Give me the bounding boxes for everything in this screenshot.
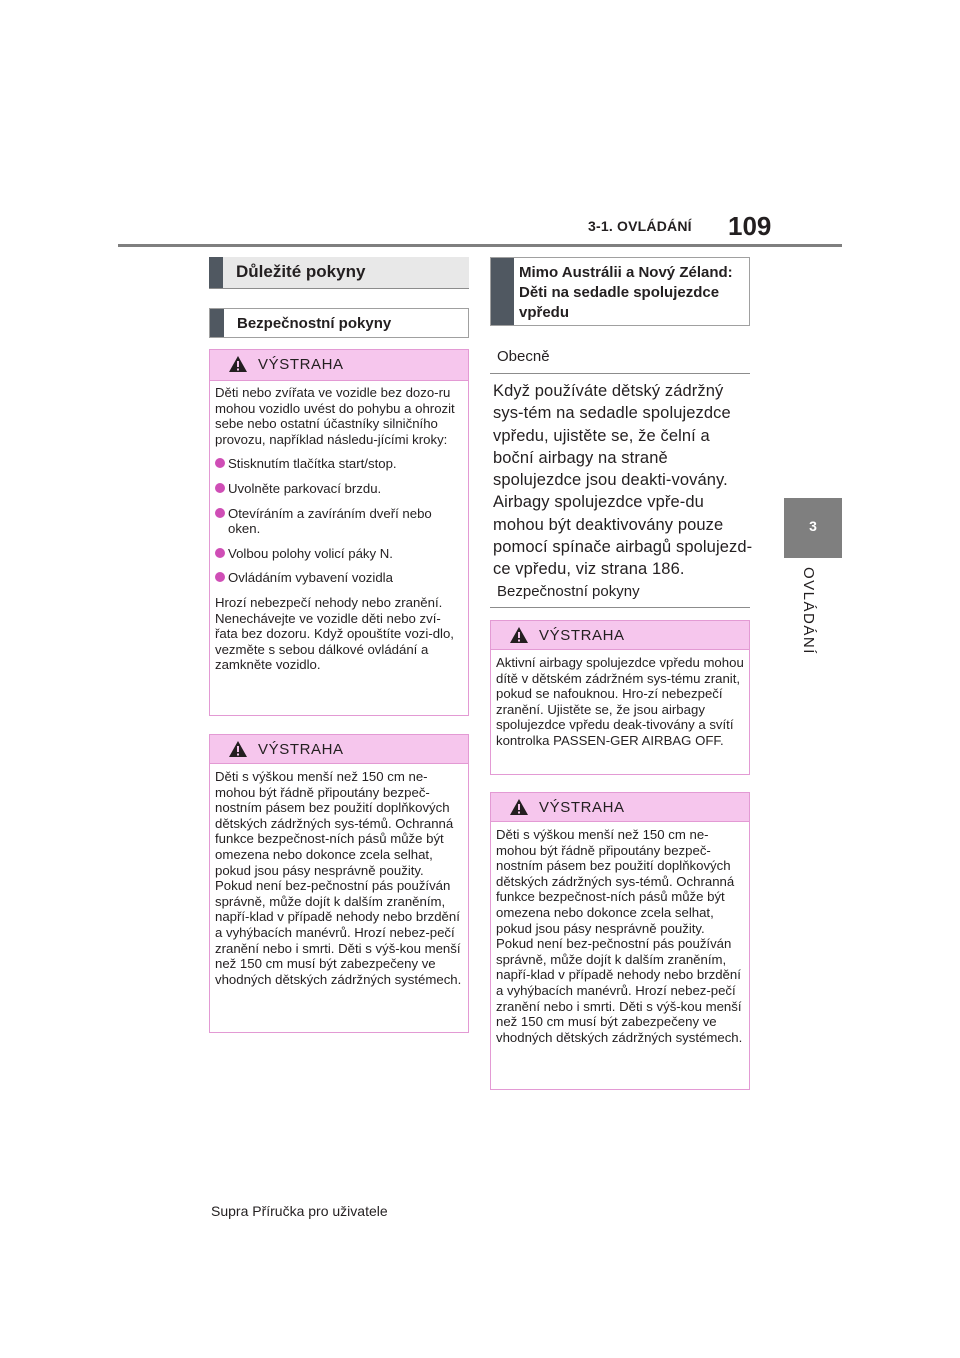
warning-body xyxy=(210,381,468,673)
warning-text: Děti s výškou menší než 150 cm ne-mohou být řádně připoutány bezpeč-nostním pásem bez použití doplňkových dětských zádržných sys-témů. Ochranná funkce bezpečnost-ních pásů může být omezena nebo dokonce zcela selhat, pokud jsou pásy nesprávně použity. Pokud není bez-pečnostní pás používán správně, může dojít k dalším zraněním, napří-klad v případě nehody nebo brzdění a vyhýbacích manévrů. Hrozí nebez-pečí zranění nebo i smrti. Děti s výš-kou menší než 150 cm musí být zabezpečeny ve vhodných dětských zádržných systémech. xyxy=(215,769,462,987)
warning-box xyxy=(490,792,750,1090)
warning-triangle-icon xyxy=(509,626,529,644)
warning-title: VÝSTRAHA xyxy=(539,799,625,816)
bullet-item: Otevíráním a zavíráním dveří nebo oken. xyxy=(215,506,463,537)
warning-box xyxy=(209,734,469,1033)
bullet-dot-icon xyxy=(215,483,225,493)
warning-body xyxy=(491,822,749,1045)
warning-triangle-icon xyxy=(228,740,248,758)
bullet-dot-icon xyxy=(215,548,225,558)
heading-bar xyxy=(210,309,224,337)
right-heading-text: Mimo Austrálii a Nový Zéland: Děti na sedadle spolujezdce vpředu xyxy=(519,264,733,321)
warning-box xyxy=(209,349,469,716)
bullet-dot-icon xyxy=(215,508,225,518)
body-paragraph: Když používáte dětský zádržný sys-tém na sedadle spolujezdce vpředu, ujistěte se, že čelní a boční airbagy na straně spolujezdce jsou deakti-vovány. Airbagy spolujezdce vpře-du mohou být deaktivovány pouze pomocí spínače airbagů spolujezd-ce vpředu, viz strana 186. xyxy=(493,382,753,579)
page-number: 109 xyxy=(728,211,772,241)
heading-bar xyxy=(209,257,223,288)
right-heading xyxy=(490,257,750,326)
warning-title: VÝSTRAHA xyxy=(258,356,344,373)
warning-triangle-icon xyxy=(509,798,529,816)
warning-body xyxy=(210,764,468,987)
warning-body xyxy=(491,650,749,749)
warning-header xyxy=(210,735,468,764)
warning-header xyxy=(210,350,468,381)
main-heading xyxy=(209,257,469,289)
main-heading-text: Důležité pokyny xyxy=(236,262,366,281)
sub-heading xyxy=(209,308,469,338)
warning-text: Děti s výškou menší než 150 cm ne-mohou být řádně připoutány bezpeč-nostním pásem bez použití doplňkových dětských zádržných sys-témů. Ochranná funkce bezpečnost-ních pásů může být omezena nebo dokonce zcela selhat, pokud jsou pásy nesprávně použity. Pokud není bez-pečnostní pás používán správně, může dojít k dalším zraněním, napří-klad v případě nehody nebo brzdění a vyhýbacích manévrů. Hrozí nebez-pečí zranění nebo i smrti. Děti s výš-kou menší než 150 cm musí být zabezpečeny ve vhodných dětských zádržných systémech. xyxy=(496,827,743,1045)
bullet-dot-icon xyxy=(215,458,225,468)
subheading-safety: Bezpečnostní pokyny xyxy=(490,578,750,608)
chapter-number: 3 xyxy=(809,518,817,534)
bullet-item: Volbou polohy volicí páky N. xyxy=(215,546,463,562)
bullet-dot-icon xyxy=(215,572,225,582)
bullet-item: Ovládáním vybavení vozidla xyxy=(215,570,463,586)
header-divider xyxy=(118,244,842,247)
footer-text: Supra Příručka pro uživatele xyxy=(211,1203,388,1219)
chapter-label: OVLÁDÁNÍ xyxy=(800,567,817,655)
warning-text: Aktivní airbagy spolujezdce vpředu mohou dítě v dětském zádržném sys-tému zranit, pokud se nafouknou. Hro-zí nebezpečí zranění. Ujistěte se, že jsou airbagy spolujezdce vpředu deak-tivovány a svítí kontrolka PASSEN-GER AIRBAG OFF. xyxy=(496,655,744,748)
warning-title: VÝSTRAHA xyxy=(258,741,344,758)
bullet-item: Uvolněte parkovací brzdu. xyxy=(215,481,463,497)
sub-heading-text: Bezpečnostní pokyny xyxy=(237,315,392,332)
warning-header xyxy=(491,793,749,822)
warning-intro: Děti nebo zvířata ve vozidle bez dozo-ru mohou vozidlo uvést do pohybu a ohrozit sebe nebo ostatní účastníky silničního provozu, například následu-jícími kroky: xyxy=(215,385,455,447)
section-title: 3-1. OVLÁDÁNÍ xyxy=(588,218,692,234)
heading-bar xyxy=(491,258,514,325)
warning-title: VÝSTRAHA xyxy=(539,627,625,644)
subheading-general: Obecně xyxy=(490,344,750,374)
bullet-item: Stisknutím tlačítka start/stop. xyxy=(215,456,463,472)
warning-triangle-icon xyxy=(228,355,248,373)
warning-header xyxy=(491,621,749,650)
warning-outro: Hrozí nebezpečí nehody nebo zranění. Nenechávejte ve vozidle děti nebo zví-řata bez dozoru. Když opouštíte vozi-dlo, vezměte s sebou dálkové ovládání a zamkněte vozidlo. xyxy=(215,594,454,673)
warning-box xyxy=(490,620,750,775)
